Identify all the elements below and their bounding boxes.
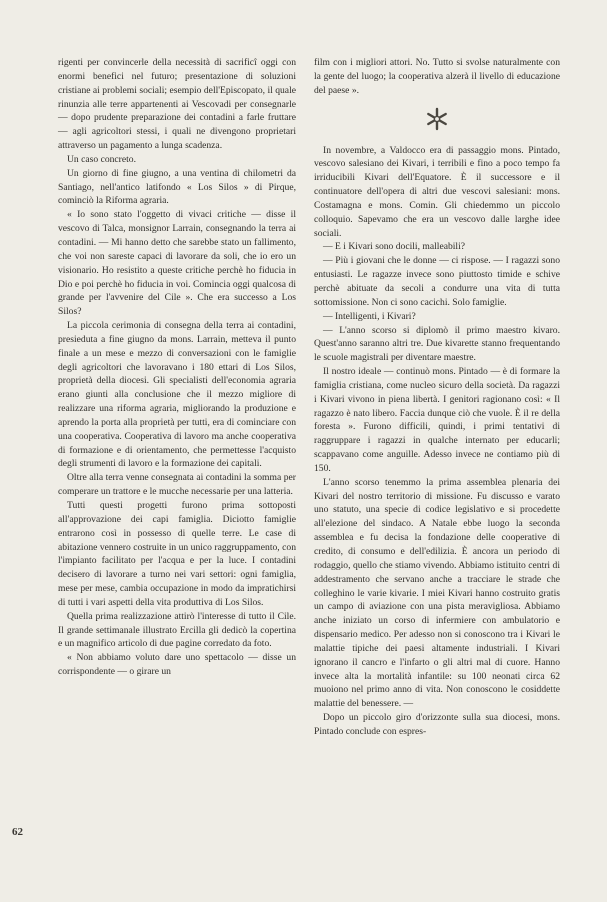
paragraph: Un giorno di fine giugno, a una ventina di chilometri da Santiago, nell'antico latifondo « Los Silos » di Pirque, cominciò la Riforma agraria. xyxy=(58,167,296,207)
paragraph: — L'anno scorso si diplomò il primo maestro kivaro. Quest'anno saranno altri tre. Due kivarette stanno frequentando le scuole magistrali per diventare maestre. xyxy=(314,324,560,364)
paragraph: Oltre alla terra venne consegnata ai contadini la somma per comperare un trattore e le mucche necessarie per una latteria. xyxy=(58,472,296,498)
paragraph: Un caso concreto. xyxy=(67,153,136,165)
left-column xyxy=(58,56,296,679)
paragraph: Dopo un piccolo giro d'orizzonte sulla sua diocesi, mons. Pintado conclude con espres- xyxy=(314,712,560,737)
paragraph: « Io sono stato l'oggetto di vivaci critiche — disse il vescovo di Talca, monsignor Larrain, consegnando la terra ai contadini. — Mi hanno detto che sarebbe stato un fallimento, che voi non sareste capaci di lavorare da soli, che io ero un visionario. Ho resistito a queste critiche perchè ho fiducia in Dio e poi perchè ho fiducia in voi. Comincia oggi qualcosa di grande per l'avvenire del Cile ». Che era successo a Los Silos? xyxy=(58,209,296,318)
paragraph: — Intelligenti, i Kivari? xyxy=(323,310,416,322)
paragraph: Tutti questi progetti furono prima sottoposti all'approvazione dei capi famiglia. Diciotto famiglie entrarono così in possesso di quelle terre. Le case di abitazione vennero costruite in un unico raggruppamento, con l'impianto facilitato per l'acqua e per la luce. I contadini decisero di lavorare a turno nei vari settori: ogni famiglia, mese per mese, cambia occupazione in modo da impratichirsi di tutti i vari aspetti della vita produttiva di Los Silos. xyxy=(58,500,296,608)
paragraph: La piccola cerimonia di consegna della terra ai contadini, presieduta a fine giugno da mons. Larrain, metteva il punto finale a un mese e mezzo di conversazioni con le famiglie degli agricoltori che lavoravano i 180 ettari di Los Silos, proprietà della diocesi. Gli specialisti dell'economia agraria erano giunti alla conclusione che il mezzo migliore di realizzare una riforma agraria, migliorando la produzione e aprendo la porta alla proprietà per tutti, era di cominciare con una cooperativa. Cooperativa di lavoro ma anche cooperativa di formazione e di orientamento, che permettesse l'acquisto degli strumenti di lavoro e la formazione dei capitali. xyxy=(58,320,296,470)
paragraph: L'anno scorso tenemmo la prima assemblea plenaria dei Kivari del nostro territorio di missione. Fu discusso e varato uno statuto, una specie di codice legislativo e si procedette all'elezione del sindaco. A Natale ebbe luogo la seconda assemblea e fu decisa la fondazione delle cooperative di credito, di consumo e dell'edilizia. È ancora un periodo di rodaggio, quello che stiamo vivendo. Abbiamo istituito centri di addestramento che servano anche a tracciare le strade che colleghino le varie kivarie. I miei Kivari hanno costruito gratis un campo di aviazione con una pista meravigliosa. Abbiamo anche iniziato un corso di infermiere con ambulatorio e dispensario medico. Per adesso non si conoscono tra i Kivari le malattie tipiche dei paesi altamente industriali. I Kivari ignorano il cancro e l'infarto o gli altri mal di cuore. Hanno invece alta la mortalità infantile: su 100 neonati circa 62 muoiono nel primo anno di vita. Non conoscono le cosiddette malattie del benessere. — xyxy=(314,476,560,710)
asterisk-ornament-icon xyxy=(314,102,560,136)
right-column xyxy=(314,56,560,739)
paragraph: « Non abbiamo voluto dare uno spettacolo — disse un corrispondente — o girare un xyxy=(58,652,296,678)
asterisk-ornament-icon-svg xyxy=(424,106,450,132)
paragraph: rigenti per convincerle della necessità di sacrificî oggi con enormi benefici nel futuro; presentazione di soluzioni cristiane ai problemi sociali; esempio dell'Episcopato, il quale rinunzia alle terre appartenenti ai Vescovadi per consegnarle — dopo prudente preparazione dei contadini a farle fruttare — agli agricoltori stessi, i quali ne divengono proprietari attraverso un pagamento a lunga scadenza. xyxy=(58,57,296,152)
paragraph: Il nostro ideale — continuò mons. Pintado — è di formare la famiglia cristiana, come nucleo sicuro della società. Da ragazzi i Kivari vivono in piena libertà. I genitori ragionano così: « Il ragazzo è nato libero. Faccia dunque ciò che vuole. È il re della foresta ». Furono difficili, quindi, i primi tentativi di raggruppare i ragazzi in qualche internato per educarli; scappavano come anguille. Adesso invece ne contiamo più di 150. xyxy=(314,366,560,474)
paragraph: In novembre, a Valdocco era di passaggio mons. Pintado, vescovo salesiano dei Kivari, i terribili e fino a poco tempo fa irriducibili Kivari dell'Equatore. È il successore e il continuatore dell'opera di altri due vescovi salesiani: mons. Costamagna e mons. Comin. Gli chiedemmo un piccolo colloquio. Sapevamo che era un vescovo dalle larghe idee sociali. xyxy=(314,144,560,239)
page-number: 62 xyxy=(12,826,23,838)
paragraph: — Più i giovani che le donne — ci rispose. — I ragazzi sono entusiasti. Le ragazze invece sono piuttosto timide e schive perchè abituate da secoli a condurre una vita di tutta sottomissione. Non ci sono cacichi. Solo famiglie. xyxy=(314,255,560,308)
paragraph: Quella prima realizzazione attirò l'interesse di tutto il Cile. Il grande settimanale illustrato Ercilla gli dedicò la copertina e un magnifico articolo di due pagine corredato da foto. xyxy=(58,610,296,650)
paragraph: film con i migliori attori. No. Tutto si svolse naturalmente con la gente del luogo; la cooperativa alzerà il livello di educazione del paese ». xyxy=(314,57,560,96)
paragraph: — E i Kivari sono docili, malleabili? xyxy=(323,241,466,253)
